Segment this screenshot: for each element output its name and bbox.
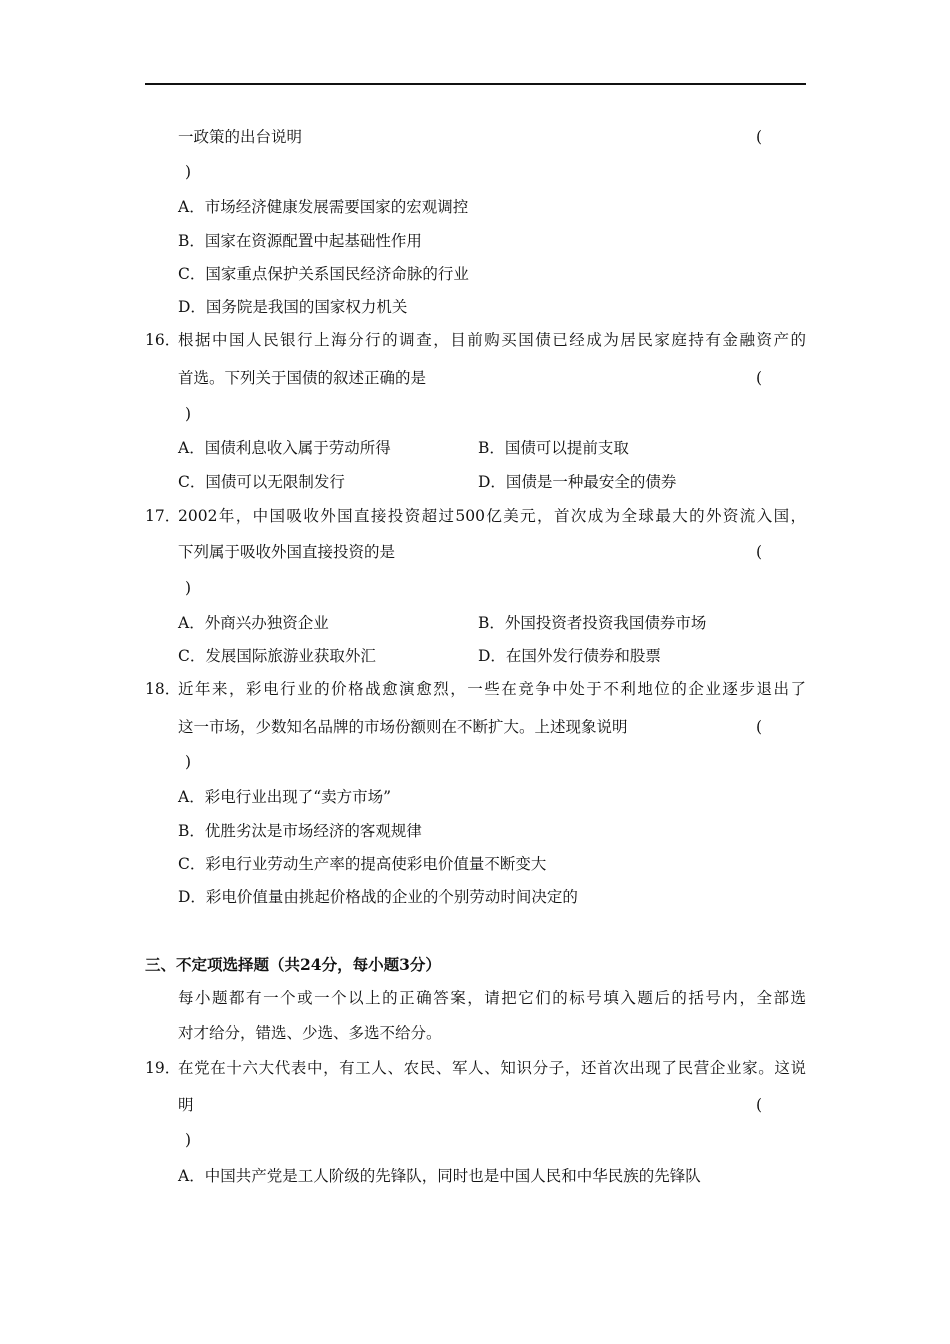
q16-answer-open: ( [756, 369, 763, 387]
section-instruction-line2: 对才给分，错选、少选、多选不给分。 [178, 1024, 442, 1042]
q18-option-a: A．彩电行业出现了“卖方市场” [178, 788, 392, 806]
q16-option-b: B．国债可以提前支取 [478, 439, 629, 457]
q19-number: 19． [145, 1059, 181, 1077]
q17-option-c: C．发展国际旅游业获取外汇 [178, 647, 376, 665]
q17-option-d: D．在国外发行债券和股票 [478, 647, 661, 665]
q15-option-d: D．国务院是我国的国家权力机关 [178, 298, 408, 316]
q18-answer-open: ( [756, 718, 763, 736]
q19-stem-line1: 在党在十六大代表中，有工人、农民、军人、知识分子，还首次出现了民营企业家。这说 [178, 1059, 806, 1077]
q15-stem: 一政策的出台说明 [178, 128, 303, 146]
q17-answer-open: ( [756, 543, 763, 561]
q17-option-a: A．外商兴办独资企业 [178, 614, 329, 632]
q16-stem-line2: 首选。下列关于国债的叙述正确的是 [178, 369, 427, 387]
q17-number: 17． [145, 507, 181, 525]
q17-stem-line1: 2002年，中国吸收外国直接投资超过500亿美元，首次成为全球最大的外资流入国， [178, 507, 806, 525]
q15-answer-close: ) [185, 163, 192, 181]
q19-stem-line2: 明 [178, 1096, 194, 1114]
q16-option-c: C．国债可以无限制发行 [178, 473, 345, 491]
q15-answer-open: ( [756, 128, 763, 146]
q17-answer-close: ) [185, 579, 192, 597]
q18-option-d: D．彩电价值量由挑起价格战的企业的个别劳动时间决定的 [178, 888, 578, 906]
q18-stem-line1: 近年来，彩电行业的价格战愈演愈烈，一些在竞争中处于不利地位的企业逐步退出了 [178, 680, 806, 698]
section-instruction-line1: 每小题都有一个或一个以上的正确答案，请把它们的标号填入题后的括号内，全部选 [178, 989, 806, 1007]
q15-option-b: B．国家在资源配置中起基础性作用 [178, 232, 422, 250]
q19-option-a: A．中国共产党是工人阶级的先锋队，同时也是中国人民和中华民族的先锋队 [178, 1167, 701, 1185]
q15-option-a: A．市场经济健康发展需要国家的宏观调控 [178, 198, 469, 216]
header-rule [145, 83, 806, 85]
q15-option-c: C．国家重点保护关系国民经济命脉的行业 [178, 265, 469, 283]
q19-answer-open: ( [756, 1096, 763, 1114]
q18-stem-line2: 这一市场，少数知名品牌的市场份额则在不断扩大。上述现象说明 [178, 718, 628, 736]
q17-stem-line2: 下列属于吸收外国直接投资的是 [178, 543, 396, 561]
q16-option-a: A．国债利息收入属于劳动所得 [178, 439, 391, 457]
q17-option-b: B．外国投资者投资我国债券市场 [478, 614, 707, 632]
q16-answer-close: ) [185, 405, 192, 423]
q18-option-b: B．优胜劣汰是市场经济的客观规律 [178, 822, 422, 840]
q16-stem-line1: 根据中国人民银行上海分行的调查，目前购买国债已经成为居民家庭持有金融资产的 [178, 331, 806, 349]
q19-answer-close: ) [185, 1131, 192, 1149]
section-heading: 三、不定项选择题（共24分，每小题3分） [145, 955, 441, 974]
q16-option-d: D．国债是一种最安全的债券 [478, 473, 677, 491]
q18-option-c: C．彩电行业劳动生产率的提高使彩电价值量不断变大 [178, 855, 547, 873]
q18-answer-close: ) [185, 753, 192, 771]
q18-number: 18． [145, 680, 181, 698]
q16-number: 16． [145, 331, 181, 349]
